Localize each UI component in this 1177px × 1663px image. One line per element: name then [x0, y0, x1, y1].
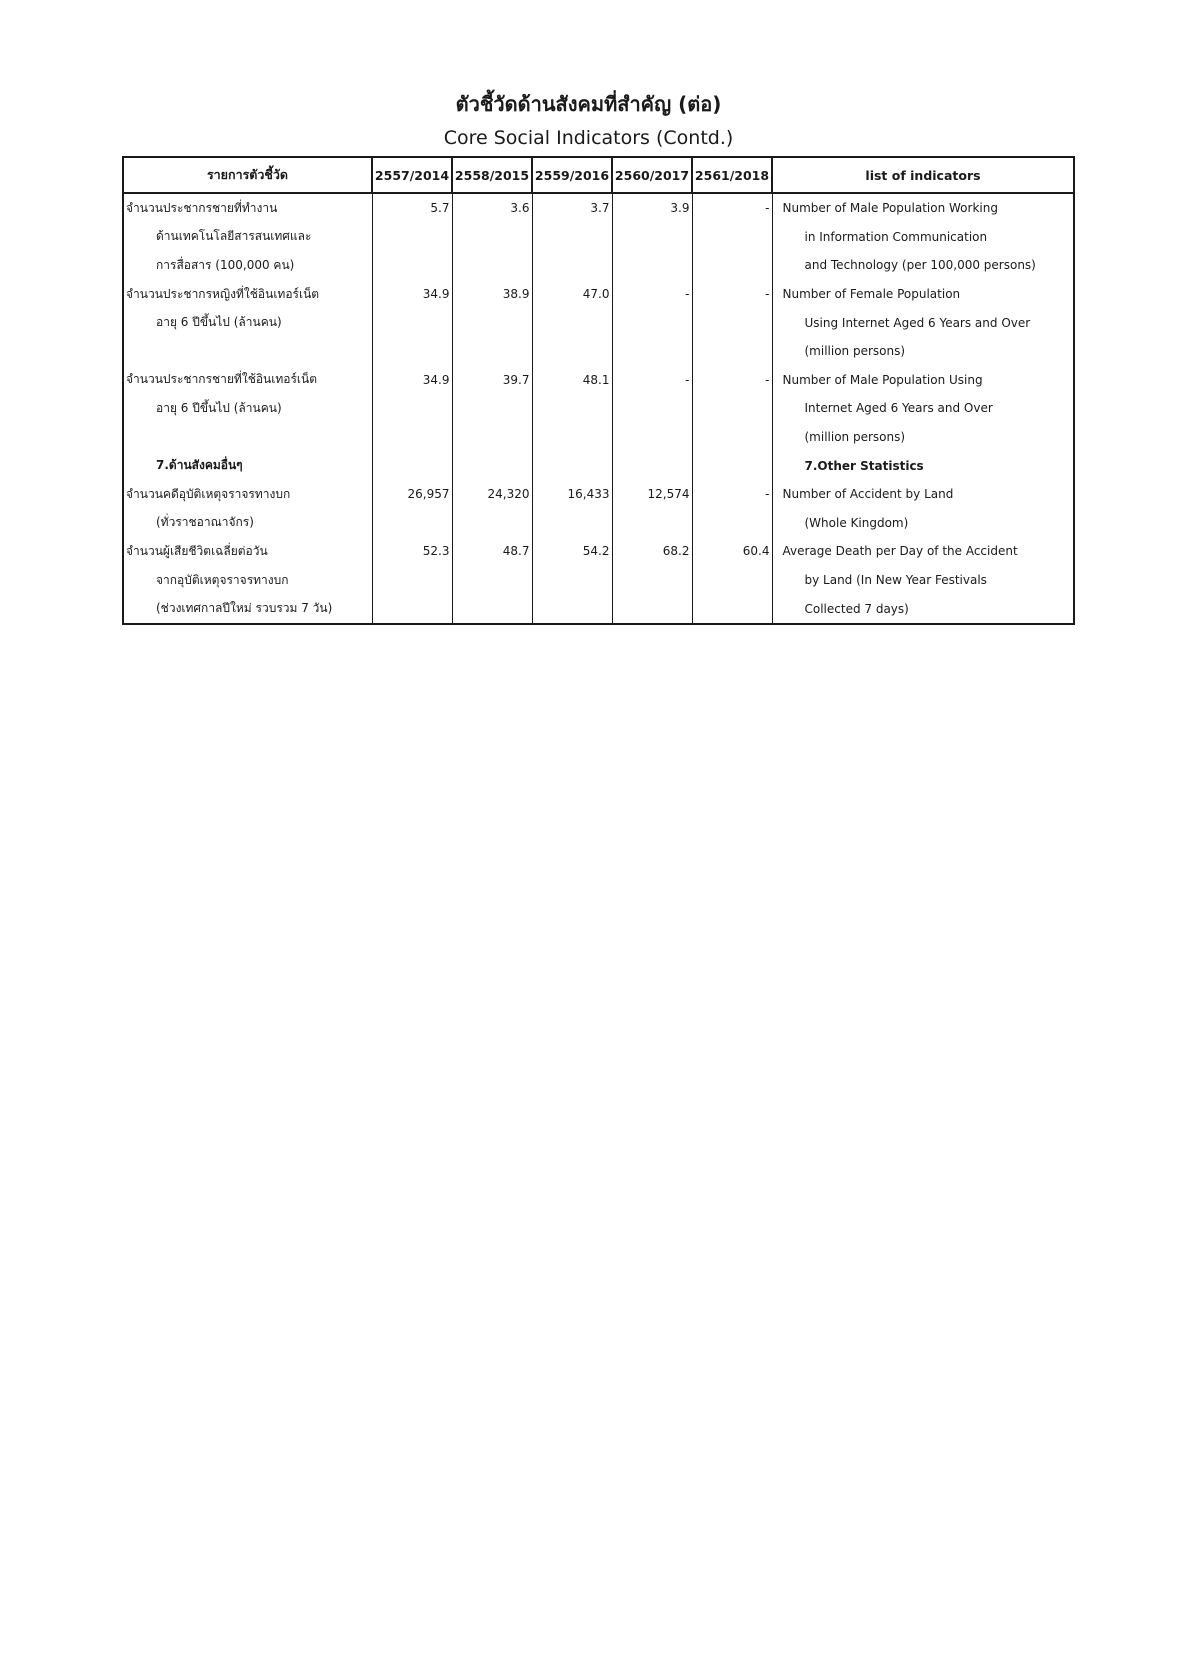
value-cell: [532, 451, 612, 480]
table-row: [123, 193, 1074, 223]
value-cell: 26,957: [372, 480, 452, 509]
value-cell: 5.7: [372, 193, 452, 223]
table-row: [123, 566, 1074, 595]
value-cell: [452, 337, 532, 366]
page-title-thai: ตัวชี้วัดด้านสังคมที่สำคัญ (ต่อ): [455, 92, 722, 116]
value-cell: [452, 223, 532, 252]
value-cell: [612, 509, 692, 538]
value-cell: [692, 337, 772, 366]
value-cell: [372, 566, 452, 595]
indicator-english-cell: Number of Male Population Using: [772, 366, 1074, 395]
value-cell: [612, 594, 692, 624]
indicator-thai-cell: จำนวนผู้เสียชีวิตเฉลี่ยต่อวัน: [123, 537, 372, 566]
value-cell: [532, 394, 612, 423]
indicator-thai-cell: จำนวนคดีอุบัติเหตุจราจรทางบก: [123, 480, 372, 509]
value-cell: 39.7: [452, 366, 532, 395]
table-row: [123, 280, 1074, 309]
table-row: [123, 308, 1074, 337]
value-cell: -: [612, 366, 692, 395]
indicator-english-cell: (million persons): [772, 423, 1074, 452]
value-cell: [692, 594, 772, 624]
indicators-table: [122, 156, 1075, 625]
value-cell: [372, 223, 452, 252]
indicator-thai-cell: อายุ 6 ปีขึ้นไป (ล้านคน): [123, 308, 372, 337]
table-body: [123, 193, 1074, 624]
value-cell: 12,574: [612, 480, 692, 509]
table-row: [123, 251, 1074, 280]
value-cell: -: [692, 366, 772, 395]
value-cell: [372, 451, 452, 480]
header-year-2018: 2561/2018: [692, 157, 772, 193]
value-cell: [372, 251, 452, 280]
value-cell: [612, 308, 692, 337]
value-cell: [692, 308, 772, 337]
value-cell: 52.3: [372, 537, 452, 566]
value-cell: [612, 451, 692, 480]
value-cell: 38.9: [452, 280, 532, 309]
value-cell: [532, 594, 612, 624]
value-cell: [372, 594, 452, 624]
value-cell: [372, 509, 452, 538]
table-row: [123, 423, 1074, 452]
value-cell: -: [692, 280, 772, 309]
table-row: [123, 451, 1074, 480]
value-cell: [452, 509, 532, 538]
table-row: [123, 394, 1074, 423]
value-cell: [452, 566, 532, 595]
value-cell: [612, 566, 692, 595]
value-cell: 24,320: [452, 480, 532, 509]
value-cell: 34.9: [372, 366, 452, 395]
value-cell: 47.0: [532, 280, 612, 309]
value-cell: [692, 251, 772, 280]
value-cell: [532, 251, 612, 280]
value-cell: [532, 423, 612, 452]
indicator-thai-cell: [123, 337, 372, 366]
value-cell: [452, 423, 532, 452]
value-cell: 68.2: [612, 537, 692, 566]
value-cell: [692, 394, 772, 423]
indicator-thai-cell: จากอุบัติเหตุจราจรทางบก: [123, 566, 372, 595]
value-cell: [532, 223, 612, 252]
indicator-english-cell: 7.Other Statistics: [772, 451, 1074, 480]
value-cell: [692, 423, 772, 452]
indicator-english-cell: Number of Accident by Land: [772, 480, 1074, 509]
header-year-2017: 2560/2017: [612, 157, 692, 193]
value-cell: [532, 566, 612, 595]
indicator-thai-cell: การสื่อสาร (100,000 คน): [123, 251, 372, 280]
value-cell: 48.7: [452, 537, 532, 566]
value-cell: 54.2: [532, 537, 612, 566]
value-cell: [612, 423, 692, 452]
value-cell: 48.1: [532, 366, 612, 395]
value-cell: [692, 566, 772, 595]
value-cell: [612, 337, 692, 366]
value-cell: -: [692, 480, 772, 509]
value-cell: [612, 223, 692, 252]
header-year-2014: 2557/2014: [372, 157, 452, 193]
value-cell: [372, 423, 452, 452]
indicator-english-cell: Using Internet Aged 6 Years and Over: [772, 308, 1074, 337]
indicator-thai-cell: (ช่วงเทศกาลปีใหม่ รวบรวม 7 วัน): [123, 594, 372, 624]
indicator-thai-cell: จำนวนประชากรหญิงที่ใช้อินเทอร์เน็ต: [123, 280, 372, 309]
value-cell: [532, 509, 612, 538]
indicator-english-cell: and Technology (per 100,000 persons): [772, 251, 1074, 280]
value-cell: [452, 394, 532, 423]
header-year-2015: 2558/2015: [452, 157, 532, 193]
indicator-thai-cell: [123, 423, 372, 452]
indicator-english-cell: Number of Female Population: [772, 280, 1074, 309]
value-cell: [452, 251, 532, 280]
indicator-english-cell: Collected 7 days): [772, 594, 1074, 624]
table-header-row: [123, 157, 1074, 193]
value-cell: [692, 451, 772, 480]
header-indicator-thai: รายการตัวชี้วัด: [123, 157, 372, 193]
value-cell: 34.9: [372, 280, 452, 309]
indicator-thai-cell: จำนวนประชากรชายที่ใช้อินเทอร์เน็ต: [123, 366, 372, 395]
value-cell: [532, 337, 612, 366]
value-cell: [372, 394, 452, 423]
table-row: [123, 337, 1074, 366]
indicator-thai-cell: จำนวนประชากรชายที่ทำงาน: [123, 193, 372, 223]
indicator-thai-cell: (ทั่วราชอาณาจักร): [123, 509, 372, 538]
indicator-english-cell: (million persons): [772, 337, 1074, 366]
value-cell: -: [692, 193, 772, 223]
indicator-thai-cell: อายุ 6 ปีขึ้นไป (ล้านคน): [123, 394, 372, 423]
value-cell: [452, 308, 532, 337]
value-cell: [612, 251, 692, 280]
value-cell: 60.4: [692, 537, 772, 566]
value-cell: [692, 223, 772, 252]
value-cell: 16,433: [532, 480, 612, 509]
table-row: [123, 594, 1074, 624]
value-cell: -: [612, 280, 692, 309]
indicator-english-cell: Average Death per Day of the Accident: [772, 537, 1074, 566]
table-row: [123, 537, 1074, 566]
value-cell: [532, 308, 612, 337]
value-cell: [612, 394, 692, 423]
header-year-2016: 2559/2016: [532, 157, 612, 193]
indicator-english-cell: Internet Aged 6 Years and Over: [772, 394, 1074, 423]
value-cell: 3.6: [452, 193, 532, 223]
page-title-english: Core Social Indicators (Contd.): [443, 127, 734, 149]
value-cell: [372, 308, 452, 337]
indicator-english-cell: by Land (In New Year Festivals: [772, 566, 1074, 595]
indicator-english-cell: (Whole Kingdom): [772, 509, 1074, 538]
table-row: [123, 366, 1074, 395]
indicator-english-cell: Number of Male Population Working: [772, 193, 1074, 223]
indicator-english-cell: in Information Communication: [772, 223, 1074, 252]
table-row: [123, 509, 1074, 538]
indicator-thai-cell: ด้านเทคโนโลยีสารสนเทศและ: [123, 223, 372, 252]
value-cell: 3.9: [612, 193, 692, 223]
table-row: [123, 480, 1074, 509]
value-cell: [692, 509, 772, 538]
value-cell: [452, 594, 532, 624]
indicator-thai-cell: 7.ด้านสังคมอื่นๆ: [123, 451, 372, 480]
value-cell: [372, 337, 452, 366]
value-cell: [452, 451, 532, 480]
header-indicator-english: list of indicators: [772, 157, 1074, 193]
table-row: [123, 223, 1074, 252]
value-cell: 3.7: [532, 193, 612, 223]
